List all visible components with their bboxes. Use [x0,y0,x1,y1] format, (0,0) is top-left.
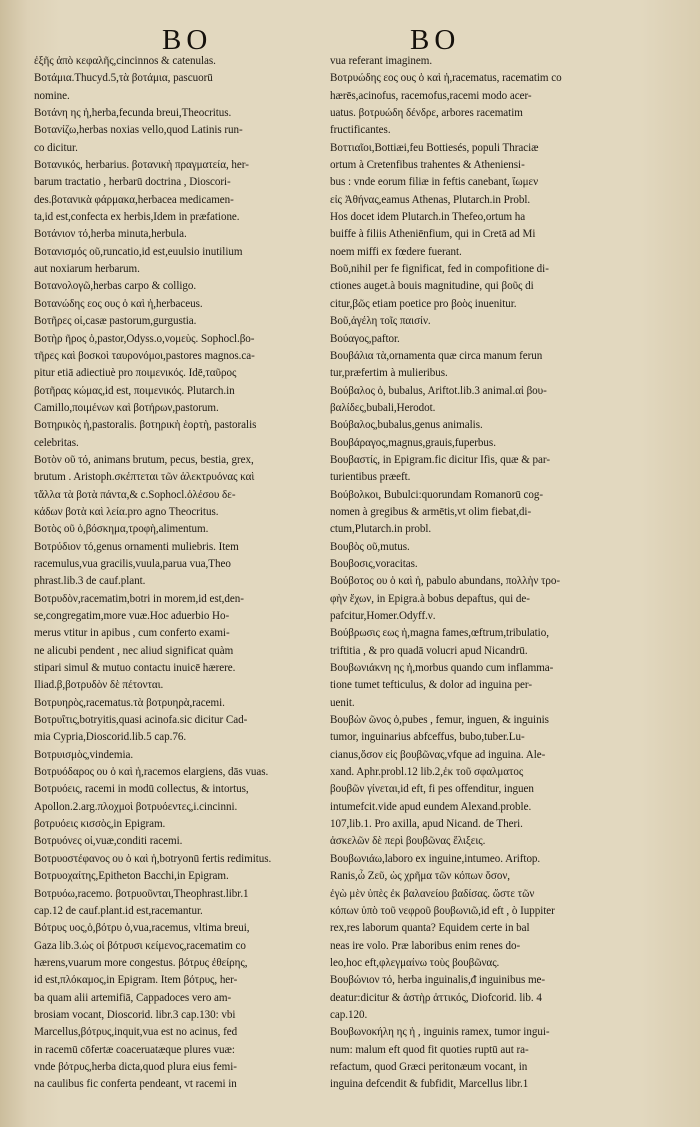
text-line: ἐγὼ μὲν ὑπὲς ἐκ βαλανείου βαδίσας. ὥστε τῶν [330,887,535,900]
text-line: xand. Aphr.probl.12 lib.2,ἐκ τοῦ σφαλματος [330,766,524,779]
text-line: Βοτανισμός οῦ,runcatio,id est,euulsio inutilium [34,245,243,258]
text-line: barum tractatio , herbarū doctrina , Dioscori- [34,176,231,189]
text-line: tione tumet tefticulus, & dolor ad inguina per- [330,679,532,692]
text-line: merus vtitur in apibus , cum conferto exami- [34,627,230,640]
text-line: leo,hoc eft,φλεγμαίνω τοὺς βουβῶνας. [330,956,500,969]
text-line: Βοτρυώδης εος ους ὁ καὶ ἡ,racematus, racematim co [330,72,562,85]
text-line: brutum . Aristoph.σκέπτεται τῶν ἀλεκτρυόνας καὶ [34,471,255,484]
text-line: Camillo,ποιμένων καὶ βοτήρων,pastorum. [34,401,219,414]
text-line: bus : vnde eorum filiæ in feftis canebant, ἴωμεν [330,176,539,189]
text-line: celebritas. [34,436,79,449]
text-line: Βοτρυοστέφανος ου ὁ καὶ ἡ,botryonū fertis redimitus. [34,852,272,865]
text-line: Βοῦ,nihil per fe fignificat, fed in compofitione di- [330,263,549,276]
text-line: nomine. [34,89,70,102]
text-line: εἰς Ἀθήνας,eamus Athenas, Plutarch.in Probl. [330,193,531,206]
text-line: ortum à Cretenfibus trahentes & Atheniensi- [330,159,525,172]
running-head-right: BO [410,24,461,56]
text-line: uatus. βοτρυώδη δένδρε, arbores racematim [330,107,523,120]
text-line: ctum,Plutarch.in probl. [330,523,432,536]
text-line: Βοτρυόνες οἱ,vuæ,conditi racemi. [34,835,183,848]
text-line: κόπων ὑπὸ τοῦ νεφροῦ βουβωνιῶ,id eft , ò Iuppiter [330,904,555,917]
text-line: aut noxiarum herbarum. [34,263,140,276]
text-line: Iliad.β,βοτρυδὸν δὲ πέτονται. [34,679,164,692]
text-line: Βουβοσις,voracitas. [330,557,418,570]
text-line: cap.120. [330,1008,368,1021]
text-line: des.βοτανικὰ φάρμακα,herbacea medicamen- [34,193,234,206]
text-line: phrast.lib.3 de cauf.plant. [34,575,146,588]
text-line: Βουβωνιάω,laboro ex inguine,intumeo. Ariftop. [330,852,541,865]
text-line: Βοτανώδης εος ους ὁ καὶ ἡ,herbaceus. [34,297,203,310]
text-line: Ranis,ὦ Ζεῦ, ὡς χρῆμα τῶν κόπων ὅσον, [330,870,511,883]
text-line: Apollon.2.arg.πλοχμοὶ βοτρυόεντες,i.cincinni. [34,800,238,813]
text-line: tumor, inguinarius abfceffus, bubo,tuber.Lu- [330,731,525,744]
text-line: intumefcit.vide apud eundem Alexand.proble. [330,800,532,813]
text-line: in racemū cōfertæ coaceruatæque plures vuæ: [34,1043,235,1056]
text-line: Βοττιαῖοι,Bottiæi,feu Bottiesés, populi Thraciæ [330,141,539,154]
text-line: neas ire volo. Præ laboribus enim renes do- [330,939,521,952]
text-line: racemulus,vua gracilis,vuula,parua vua,Theo [34,557,231,570]
text-line: Βούβοτος ου ὁ καὶ ἡ, pabulo abundans, πολλὴν τρο- [330,575,561,588]
text-line: noem miffi ex fœdere fuerant. [330,245,462,258]
text-line: Βοτρυόεις, racemi in modū collectus, & intortus, [34,783,249,796]
text-line: pitur etiā adiectiuè pro ποιμενικός. Idē,ταῦρος [34,367,237,380]
right-column [330,53,642,1094]
text-line: Βοτάμια.Thucyd.5,τὰ βοτάμια, pascuorū [34,72,213,85]
text-line: Βοτρυοχαίτης,Epitheton Bacchi,in Epigram. [34,870,229,883]
text-line: Βουβὸς οῦ,mutus. [330,540,410,553]
text-line: Βοτρυδὸν,racematim,botri in morem,id est,den- [34,592,244,605]
text-line: βουβῶν γίνεται,id eft, fi pes offenditur, inguen [330,783,534,796]
text-line: Gaza lib.3.ὡς οἱ βότρυσι κείμενος,racematim co [34,939,246,952]
text-line: Βοτρυηρὸς,racematus.τὰ βοτρυηρὰ,racemi. [34,696,225,709]
text-line: hærēs,acinofus, racemofus,racemi modo acer- [330,89,532,102]
text-line: Βότρυς υος,ὁ,βότρυ ὁ,vua,racemus, vltima breui, [34,922,250,935]
running-head-left: BO [162,24,213,56]
text-line: Hos docet idem Plutarch.in Thefeo,ortum ha [330,211,526,224]
text-line: βοτῆρας κώμας,id est, ποιμενικός. Plutarch.in [34,384,235,397]
text-line: pafcitur,Homer.Odyff.ν. [330,610,436,622]
text-line: Βούβαλος,bubalus,genus animalis. [330,419,483,432]
text-line: Βουβάλια τὰ,ornamenta quæ circa manum ferun [330,349,543,362]
text-line: βαλίδες,bubali,Herodot. [330,401,436,414]
text-line: ctiones auget.à bouis magnitudine, qui βοῦς di [330,280,534,293]
text-line: Βουβωνοκήλη ης ἡ , inguinis ramex, tumor ingui- [330,1026,550,1039]
text-line: Βουβάραγος,magnus,grauis,fuperbus. [330,436,496,449]
text-line: Βοτρυόδαρος ου ὁ καὶ ἡ,racemos elargiens, dās vuas. [34,766,269,779]
text-line: se,congregatim,more vuæ.Hoc aduerbio Ho- [34,610,230,622]
text-line: deatur:dicitur & ἀστὴρ ἀττικός, Diofcorid. lib. 4 [330,991,542,1004]
text-line: Βουβωνιάκνη ης ἡ,morbus quando cum inflamma- [330,662,554,675]
text-line: inguina defcendit & fubfidit, Marcellus libr.1 [330,1078,529,1091]
text-line: turientibus præeft. [330,471,411,484]
text-line: Βοτὸς οῦ ὁ,βόσκημα,τροφὴ,alimentum. [34,523,209,536]
text-line: ba quam alii artemifiā, Cappadoces vero am- [34,991,232,1004]
text-line: Βοτρύδιον τό,genus ornamenti muliebris. Item [34,540,239,553]
text-line: Βουβαστίς, in Epigram.fic dicitur Ifis, quæ & par- [330,453,550,466]
text-line: ἀσκελῶν δὲ περὶ βουβῶνας ἕλιξεις. [330,835,486,848]
text-line: 107,lib.1. Pro axilla, apud Nicand. de Theri. [330,818,523,831]
text-line: ἐξῆς ἀπὸ κεφαλῆς,cincinnos & catenulas. [34,55,216,67]
text-line: βοτρυόεις κισσὸς,in Epigram. [34,818,166,831]
text-line: stipari simul & mutuo contactu inuicē hærere. [34,662,236,675]
text-line: Βοτάνη ης ἡ,herba,fecunda breui,Theocritus. [34,107,232,120]
text-line: Βοτανίζω,herbas noxias vello,quod Latinis run- [34,124,243,137]
text-line: Βοτάνιον τό,herba minuta,herbula. [34,228,187,241]
text-line: cap.12 de cauf.plant.id est,racemantur. [34,904,203,917]
text-line: Βοτὴρ ῆρος ὁ,pastor,Odyss.o,νομεὺς. Sophocl.βο- [34,332,255,345]
left-column [34,53,334,1094]
text-line: Marcellus,βότρυς,inquit,vua est no acinus, fed [34,1026,238,1039]
text-line: hærens,vuarum more congestus. βότρυς ἐθείρης, [34,956,248,969]
text-line: uenit. [330,696,355,709]
text-line: κάδων βοτὰ καὶ λεία.pro agno Theocritus. [34,505,219,518]
text-line: τῆρες καὶ βοσκοὶ ταυρονόμοι,pastores magnos.ca- [34,349,255,362]
text-line: Βοτῆρες οἱ,casæ pastorum,gurgustia. [34,315,197,328]
text-line: τἄλλα τὰ βοτὰ πάντα,& c.Sophocl.ὀλέσου δε- [34,488,236,501]
text-line: tur,præfertim à mulieribus. [330,367,448,380]
text-line: ne alicubi pendent , nec aliud significat quàm [34,644,234,657]
text-line: Βουβὼν ῶνος ὁ,pubes , femur, inguen, & inguinis [330,714,549,727]
text-line: Βοτανολογῶ,herbas carpo & colligo. [34,280,197,293]
text-line: cianus,ὅσον εἰς βουβῶνας,vfque ad inguina. Ale- [330,748,546,761]
text-line: Βοῦ,ἀγέλη τοῖς παισίν. [330,315,431,328]
text-line: brosiam vocant, Dioscorid. libr.3 cap.130: vbi [34,1008,236,1021]
text-line: co dicitur. [34,141,78,154]
text-line: Βοτηρικὸς ἡ,pastoralis. βοτηρικὴ ἑορτὴ, pastoralis [34,419,257,432]
text-line: Βούβρωσις εως ἡ,magna fames,œftrum,tribulatio, [330,627,549,640]
text-line: Βουβώνιον τό, herba inguinalis,ᵭ inguinibus me- [330,974,546,987]
text-line: refactum, quod Græci peritonæum vocant, in [330,1060,528,1073]
text-line: fructificantes. [330,124,391,137]
text-line: Βοτανικός, herbarius. βοτανικὴ πραγματεία, her- [34,159,249,172]
text-line: Βοτρυισμὸς,vindemia. [34,748,134,761]
text-line: Βούαγος,paftor. [330,332,400,345]
text-line: vnde βότρυς,herba dicta,quod plura eius femi- [34,1060,237,1073]
text-line: Βούβαλος ὁ, bubalus, Ariftot.lib.3 animal.αἱ βου- [330,384,547,397]
text-line: Βοτὸν οῦ τό, animans brutum, pecus, bestia, grex, [34,453,254,466]
text-line: nomen à gregibus & armētis,vt olim fiebat,di- [330,505,532,518]
text-line: buiffe à filiis Atheniēnfium, qui in Cretā ad Mi [330,228,536,241]
text-line: triftitia , & pro quadā volucri apud Nicandrū. [330,644,528,657]
text-line: num: malum eft quod fit quoties ruptū aut ra- [330,1043,529,1056]
text-line: Βοτρυΐτις,botryitis,quasi acinofa.sic dicitur Cad- [34,714,248,727]
text-line: Βούβολκοι, Bubulci:quorundam Romanorū cog- [330,488,544,501]
text-line: na caulibus fic conferta pendeant, vt racemi in [34,1078,237,1091]
text-line: ta,id est,confecta ex herbis,Idem in præfatione. [34,211,240,224]
text-line: citur,βῶς etiam poetice pro βοὸς inuenitur. [330,297,517,310]
text-line: Βοτρυόω,racemo. βοτρυοῦνται,Theophrast.libr.1 [34,887,249,900]
text-line: id est,πλόκαμος,in Epigram. Item βότρυς, her- [34,974,238,987]
text-line: φὴν ἔχων, in Epigra.à bobus depaftus, qui de- [330,592,530,605]
text-line: mia Cypria,Dioscorid.lib.5 cap.76. [34,731,187,744]
text-line: rex,res laborum quanta? Equidem certe in bal [330,922,530,935]
text-line: vua referant imaginem. [330,55,433,67]
